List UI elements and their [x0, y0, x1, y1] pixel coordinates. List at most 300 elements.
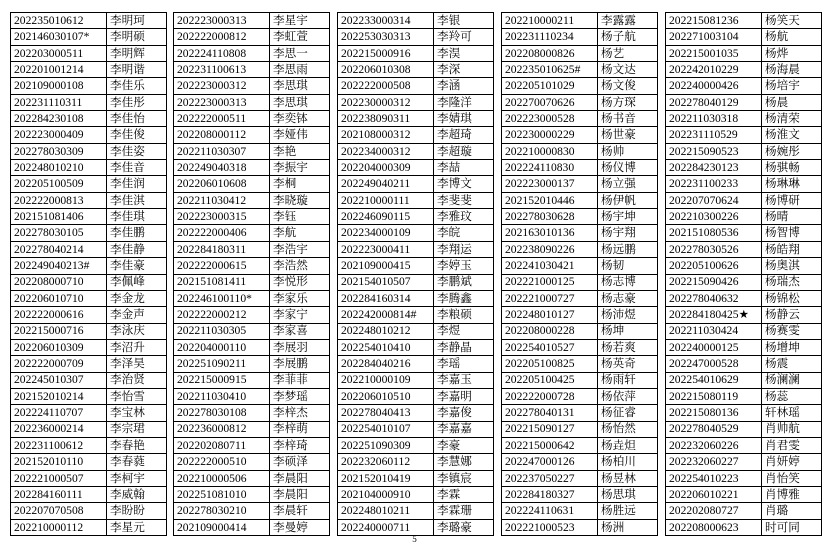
student-id-cell: 202278030105 — [11, 225, 107, 241]
table-row — [502, 111, 658, 127]
table-row — [666, 470, 822, 486]
table-row — [174, 127, 330, 143]
student-name-cell: 李明谐 — [107, 62, 167, 78]
student-id-cell: 202246090115 — [338, 209, 434, 225]
table-row — [502, 78, 658, 94]
student-name-cell: 李星宇 — [270, 13, 330, 29]
student-name-cell: 李宗珺 — [107, 421, 167, 437]
table-row — [338, 94, 494, 110]
student-id-cell: 202242010229 — [666, 62, 762, 78]
table-row — [666, 454, 822, 470]
student-id-cell: 202223000313 — [174, 94, 270, 110]
student-name-cell: 肖怡笑 — [762, 470, 822, 486]
student-id-cell: 202248010210 — [11, 160, 107, 176]
student-id-cell: 202202080727 — [666, 503, 762, 519]
table-row — [502, 160, 658, 176]
table-row — [338, 454, 494, 470]
student-name-cell: 杨胜远 — [598, 503, 658, 519]
table-row — [174, 503, 330, 519]
table-row — [338, 323, 494, 339]
table-row — [174, 339, 330, 355]
student-name-cell: 杨瑞杰 — [762, 274, 822, 290]
student-name-cell: 杨艺 — [598, 45, 658, 61]
student-name-cell: 李盼盼 — [107, 503, 167, 519]
table-row — [338, 62, 494, 78]
table-row — [11, 339, 167, 355]
table-row — [174, 176, 330, 192]
table-row — [666, 62, 822, 78]
student-id-cell: 202278030108 — [174, 405, 270, 421]
student-name-cell: 李博文 — [434, 176, 494, 192]
student-id-cell: 202205100509 — [11, 176, 107, 192]
student-id-cell: 202206010608 — [174, 176, 270, 192]
table-row — [502, 241, 658, 257]
student-id-cell: 202215090426 — [666, 274, 762, 290]
table-row — [338, 258, 494, 274]
student-name-cell: 李梓琦 — [270, 437, 330, 453]
table-row — [11, 274, 167, 290]
table-row — [338, 437, 494, 453]
student-id-cell: 202236000812 — [174, 421, 270, 437]
student-id-cell: 202223000528 — [502, 111, 598, 127]
student-name-cell: 李展羽 — [270, 339, 330, 355]
student-id-cell: 202245010307 — [11, 372, 107, 388]
student-name-cell: 杨震 — [762, 356, 822, 372]
table-row — [11, 290, 167, 306]
table-row — [338, 160, 494, 176]
student-id-cell: 202222000615 — [174, 258, 270, 274]
student-id-cell: 202278040129 — [666, 94, 762, 110]
table-row — [174, 225, 330, 241]
table-row — [338, 241, 494, 257]
student-name-cell: 杨志豪 — [598, 290, 658, 306]
table-row — [666, 290, 822, 306]
table-row — [502, 274, 658, 290]
table-row — [11, 127, 167, 143]
student-id-cell: 202206010221 — [666, 486, 762, 502]
student-name-cell: 李悦形 — [270, 274, 330, 290]
table-row — [11, 176, 167, 192]
table-row — [174, 274, 330, 290]
student-id-cell: 202224110830 — [502, 160, 598, 176]
student-name-cell: 李晨轩 — [270, 503, 330, 519]
student-name-cell: 杨怡然 — [598, 421, 658, 437]
roster-column-3 — [337, 12, 494, 536]
student-name-cell: 李金龙 — [107, 290, 167, 306]
table-row — [11, 405, 167, 421]
student-id-cell: 202271003104 — [666, 29, 762, 45]
student-name-cell: 杨晴 — [762, 209, 822, 225]
student-name-cell: 杨锦松 — [762, 290, 822, 306]
student-name-cell: 杨文达 — [598, 62, 658, 78]
student-id-cell: 202221000125 — [502, 274, 598, 290]
table-row — [666, 225, 822, 241]
student-name-cell: 李佩峰 — [107, 274, 167, 290]
student-id-cell: 202211030412 — [174, 192, 270, 208]
student-id-cell: 202278040131 — [502, 405, 598, 421]
table-row — [338, 225, 494, 241]
student-id-cell: 202231110311 — [11, 94, 107, 110]
student-id-cell: 202154010507 — [338, 274, 434, 290]
table-row — [174, 388, 330, 404]
student-name-cell: 时可同 — [762, 519, 822, 535]
student-name-cell: 杨奥淇 — [762, 258, 822, 274]
student-name-cell: 杨韧 — [598, 258, 658, 274]
student-name-cell: 杨骐畅 — [762, 160, 822, 176]
table-row — [666, 160, 822, 176]
student-id-cell: 202207070508 — [11, 503, 107, 519]
table-row — [502, 127, 658, 143]
student-name-cell: 杨博研 — [762, 192, 822, 208]
student-id-cell: 202208000710 — [11, 274, 107, 290]
table-row — [11, 454, 167, 470]
student-id-cell: 202215090523 — [666, 143, 762, 159]
student-id-cell: 202254010410 — [338, 339, 434, 355]
student-id-cell: 202254010223 — [666, 470, 762, 486]
student-id-cell: 202232060227 — [666, 454, 762, 470]
student-name-cell: 李佳彤 — [107, 94, 167, 110]
student-name-cell: 杨航 — [762, 29, 822, 45]
table-row — [338, 127, 494, 143]
student-id-cell: 202222000406 — [174, 225, 270, 241]
roster-column-1 — [10, 12, 167, 536]
student-id-cell: 202248010127 — [502, 307, 598, 323]
student-id-cell: 202224110707 — [11, 405, 107, 421]
student-name-cell: 李隆洋 — [434, 94, 494, 110]
roster-column-2 — [173, 12, 330, 536]
student-name-cell: 李晨阳 — [270, 486, 330, 502]
table-row — [666, 356, 822, 372]
student-id-cell: 202222000813 — [11, 192, 107, 208]
table-row — [666, 111, 822, 127]
table-row — [666, 486, 822, 502]
student-id-cell: 202234000312 — [338, 143, 434, 159]
table-row — [174, 470, 330, 486]
student-id-cell: 202278040413 — [338, 405, 434, 421]
table-row — [338, 274, 494, 290]
student-id-cell: 202221000727 — [502, 290, 598, 306]
student-name-cell: 李嘉俊 — [434, 405, 494, 421]
student-name-cell: 李嘉明 — [434, 388, 494, 404]
student-id-cell: 202215000716 — [11, 323, 107, 339]
table-row — [502, 437, 658, 453]
student-name-cell: 李婷玉 — [434, 258, 494, 274]
student-name-cell: 李泽昊 — [107, 356, 167, 372]
table-row — [338, 339, 494, 355]
student-id-cell: 202234000109 — [338, 225, 434, 241]
student-id-cell: 202248010211 — [338, 503, 434, 519]
student-name-cell: 杨洲 — [598, 519, 658, 535]
student-name-cell: 李曼婷 — [270, 519, 330, 535]
student-id-cell: 202221000523 — [502, 519, 598, 535]
student-name-cell: 李桐 — [270, 176, 330, 192]
student-name-cell: 李超璇 — [434, 143, 494, 159]
student-name-cell: 李航 — [270, 225, 330, 241]
table-row — [666, 192, 822, 208]
student-name-cell: 杨文俊 — [598, 78, 658, 94]
student-name-cell: 李腾鑫 — [434, 290, 494, 306]
student-id-cell: 202210000830 — [502, 143, 598, 159]
table-row — [502, 290, 658, 306]
student-id-cell: 202208000826 — [502, 45, 598, 61]
student-id-cell: 202205100425 — [502, 372, 598, 388]
student-name-cell: 李晨阳 — [270, 470, 330, 486]
student-name-cell: 杨帅 — [598, 143, 658, 159]
student-id-cell: 202207070624 — [666, 192, 762, 208]
table-row — [338, 209, 494, 225]
table-row — [502, 143, 658, 159]
table-row — [11, 13, 167, 29]
table-row — [502, 323, 658, 339]
table-row — [338, 29, 494, 45]
student-id-cell: 202222000812 — [174, 29, 270, 45]
student-id-cell: 202203000511 — [11, 45, 107, 61]
student-id-cell: 202215001035 — [666, 45, 762, 61]
table-row — [174, 29, 330, 45]
student-id-cell: 202284180311 — [174, 241, 270, 257]
table-row — [502, 454, 658, 470]
table-row — [666, 437, 822, 453]
table-row — [502, 94, 658, 110]
student-name-cell: 杨立强 — [598, 176, 658, 192]
student-id-cell: 202224110631 — [502, 503, 598, 519]
student-id-cell: 202211030305 — [174, 323, 270, 339]
student-name-cell: 李家喜 — [270, 323, 330, 339]
table-row — [174, 78, 330, 94]
student-id-cell: 202215000915 — [174, 372, 270, 388]
table-row — [174, 323, 330, 339]
student-id-cell: 202241030421 — [502, 258, 598, 274]
student-id-cell: 202284180425★ — [666, 307, 762, 323]
student-id-cell: 202206010308 — [338, 62, 434, 78]
student-name-cell: 轩林瑶 — [762, 405, 822, 421]
student-name-cell: 李梓杰 — [270, 405, 330, 421]
student-name-cell: 李佳润 — [107, 176, 167, 192]
student-id-cell: 202232060226 — [666, 437, 762, 453]
student-name-cell: 李涵 — [434, 78, 494, 94]
student-id-cell: 202215000642 — [502, 437, 598, 453]
table-row — [502, 421, 658, 437]
student-name-cell: 李宝林 — [107, 405, 167, 421]
student-id-cell: 202223000313 — [174, 13, 270, 29]
table-row — [666, 405, 822, 421]
table-row — [338, 470, 494, 486]
student-id-cell: 202211030410 — [174, 388, 270, 404]
table-row — [338, 421, 494, 437]
table-row — [174, 437, 330, 453]
student-name-cell: 李家乐 — [270, 290, 330, 306]
student-id-cell: 202210000112 — [11, 519, 107, 535]
table-row — [666, 29, 822, 45]
table-row — [338, 176, 494, 192]
table-row — [338, 78, 494, 94]
student-id-cell: 202210000111 — [338, 192, 434, 208]
student-id-cell: 202237050227 — [502, 470, 598, 486]
student-name-cell: 李佳静 — [107, 241, 167, 257]
student-id-cell: 202211030318 — [666, 111, 762, 127]
table-row — [666, 209, 822, 225]
table-row — [174, 45, 330, 61]
student-name-cell: 李佳俊 — [107, 127, 167, 143]
student-id-cell: 202278030628 — [502, 209, 598, 225]
table-row — [666, 127, 822, 143]
student-name-cell: 李明辉 — [107, 45, 167, 61]
student-name-cell: 杨澜澜 — [762, 372, 822, 388]
table-row — [11, 29, 167, 45]
student-name-cell: 李璐豪 — [434, 519, 494, 535]
student-id-cell: 202249040318 — [174, 160, 270, 176]
student-name-cell: 李佳淇 — [107, 192, 167, 208]
student-name-cell: 李思雨 — [270, 62, 330, 78]
student-name-cell: 李佳琪 — [107, 209, 167, 225]
student-name-cell: 李明硕 — [107, 29, 167, 45]
student-name-cell: 李佳音 — [107, 160, 167, 176]
table-row — [666, 94, 822, 110]
student-name-cell: 杨思琪 — [598, 486, 658, 502]
table-row — [502, 62, 658, 78]
table-row — [338, 405, 494, 421]
student-id-cell: 202222000212 — [174, 307, 270, 323]
student-name-cell: 李晓璇 — [270, 192, 330, 208]
student-name-cell: 李雅玟 — [434, 209, 494, 225]
student-name-cell: 李威翰 — [107, 486, 167, 502]
table-row — [338, 45, 494, 61]
student-name-cell: 杨世豪 — [598, 127, 658, 143]
student-id-cell: 202109000414 — [174, 519, 270, 535]
student-id-cell: 202224110808 — [174, 45, 270, 61]
table-row — [502, 470, 658, 486]
student-id-cell: 202210000211 — [502, 13, 598, 29]
table-row — [338, 143, 494, 159]
student-id-cell: 202222000616 — [11, 307, 107, 323]
student-id-cell: 202278030309 — [11, 143, 107, 159]
student-name-cell: 杨远鹏 — [598, 241, 658, 257]
student-id-cell: 202232060112 — [338, 454, 434, 470]
table-row — [502, 503, 658, 519]
student-name-cell: 李娅伟 — [270, 127, 330, 143]
student-name-cell: 李硕泽 — [270, 454, 330, 470]
table-row — [174, 94, 330, 110]
table-row — [11, 78, 167, 94]
table-row — [502, 176, 658, 192]
student-name-cell: 杨烨 — [762, 45, 822, 61]
student-name-cell: 杨培宇 — [762, 78, 822, 94]
student-id-cell: 202284040216 — [338, 356, 434, 372]
table-row — [502, 372, 658, 388]
student-id-cell: 202109000415 — [338, 258, 434, 274]
student-id-cell: 202210000109 — [338, 372, 434, 388]
roster-tables — [10, 12, 821, 532]
student-name-cell: 杨志博 — [598, 274, 658, 290]
table-row — [11, 225, 167, 241]
student-name-cell: 杨沛煜 — [598, 307, 658, 323]
student-name-cell: 李沼升 — [107, 339, 167, 355]
table-row — [11, 192, 167, 208]
table-row — [11, 470, 167, 486]
student-name-cell: 李霖 — [434, 486, 494, 502]
student-id-cell: 202231110234 — [502, 29, 598, 45]
student-name-cell: 李羚可 — [434, 29, 494, 45]
student-name-cell: 肖璐 — [762, 503, 822, 519]
student-id-cell: 202215090127 — [502, 421, 598, 437]
student-name-cell: 杨昱林 — [598, 470, 658, 486]
student-name-cell: 李菲菲 — [270, 372, 330, 388]
student-name-cell: 杨皓翔 — [762, 241, 822, 257]
student-id-cell: 202247000528 — [666, 356, 762, 372]
student-name-cell: 李奕钵 — [270, 111, 330, 127]
student-id-cell: 202222000510 — [174, 454, 270, 470]
student-name-cell: 李喆 — [434, 160, 494, 176]
student-name-cell: 李镇宸 — [434, 470, 494, 486]
table-row — [338, 388, 494, 404]
student-name-cell: 杨蕊 — [762, 388, 822, 404]
student-id-cell: 202201001214 — [11, 62, 107, 78]
student-id-cell: 202231100233 — [666, 176, 762, 192]
student-name-cell: 杨海晨 — [762, 62, 822, 78]
table-row — [11, 209, 167, 225]
student-id-cell: 202284180327 — [502, 486, 598, 502]
table-row — [11, 372, 167, 388]
student-id-cell: 202278040632 — [666, 290, 762, 306]
student-name-cell: 杨赛雯 — [762, 323, 822, 339]
student-id-cell: 202206010710 — [11, 290, 107, 306]
page-number: 5 — [412, 534, 417, 544]
student-id-cell: 202109000108 — [11, 78, 107, 94]
table-row — [502, 45, 658, 61]
table-row — [338, 192, 494, 208]
student-name-cell: 李银 — [434, 13, 494, 29]
student-id-cell: 202152010446 — [502, 192, 598, 208]
student-id-cell: 202242000814# — [338, 307, 434, 323]
table-row — [174, 307, 330, 323]
table-row — [11, 62, 167, 78]
student-id-cell: 202235010625# — [502, 62, 598, 78]
student-name-cell: 杨雨轩 — [598, 372, 658, 388]
student-name-cell: 李佳乐 — [107, 78, 167, 94]
table-row — [174, 160, 330, 176]
table-row — [174, 209, 330, 225]
table-row — [502, 388, 658, 404]
table-row — [666, 45, 822, 61]
student-id-cell: 202151081411 — [174, 274, 270, 290]
table-row — [666, 307, 822, 323]
student-name-cell: 杨若爽 — [598, 339, 658, 355]
student-name-cell: 李煜 — [434, 323, 494, 339]
student-id-cell: 202222000728 — [502, 388, 598, 404]
student-id-cell: 202278040529 — [666, 421, 762, 437]
student-id-cell: 202246100110* — [174, 290, 270, 306]
table-row — [502, 13, 658, 29]
student-id-cell: 202284230123 — [666, 160, 762, 176]
table-row — [338, 486, 494, 502]
student-name-cell: 杨方琛 — [598, 94, 658, 110]
student-name-cell: 李思琪 — [270, 94, 330, 110]
table-row — [502, 405, 658, 421]
table-row — [174, 192, 330, 208]
student-name-cell: 李春艳 — [107, 437, 167, 453]
student-name-cell: 杨增坤 — [762, 339, 822, 355]
student-name-cell: 李浩然 — [270, 258, 330, 274]
table-row — [174, 111, 330, 127]
student-id-cell: 202208000623 — [666, 519, 762, 535]
student-name-cell: 李霖珊 — [434, 503, 494, 519]
table-row — [11, 94, 167, 110]
student-id-cell: 202249040211 — [338, 176, 434, 192]
student-id-cell: 202223000409 — [11, 127, 107, 143]
table-row — [11, 143, 167, 159]
student-id-cell: 202206010309 — [11, 339, 107, 355]
student-name-cell: 李佳怡 — [107, 111, 167, 127]
